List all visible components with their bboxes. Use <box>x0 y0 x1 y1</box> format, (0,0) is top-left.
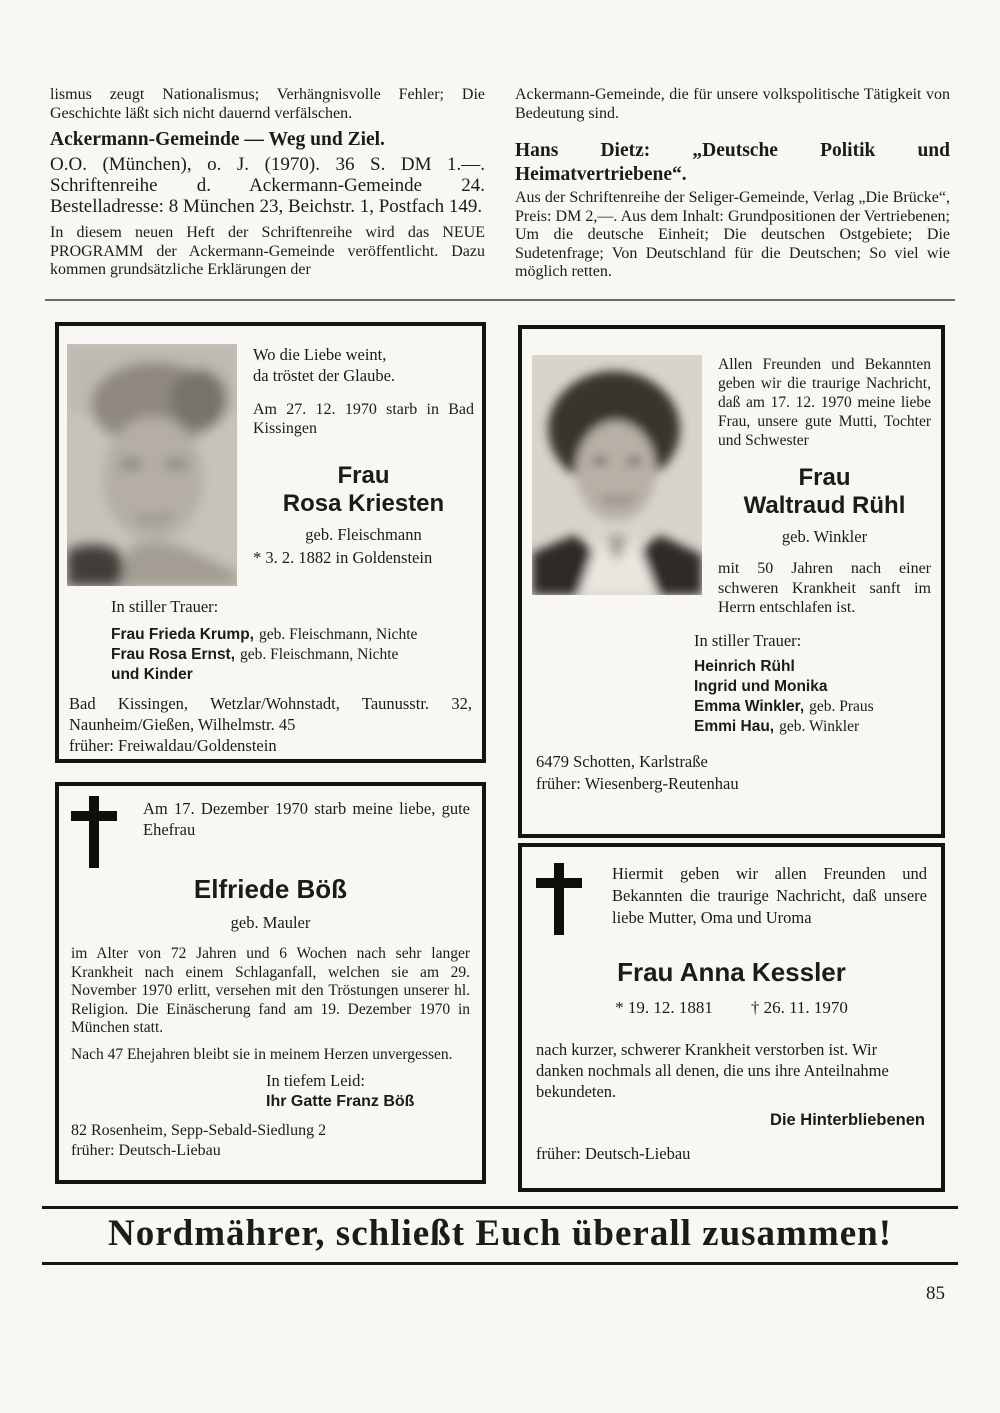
kessler-death-date: † 26. 11. 1970 <box>750 998 848 1017</box>
boess-maiden-name: geb. Mauler <box>230 913 311 932</box>
ruehl-mourning-section <box>532 630 931 737</box>
kriesten-intro: Am 27. 12. 1970 starb in Bad Kissingen <box>253 401 474 437</box>
mourner-name: Emmi Hau, <box>694 717 775 735</box>
kriesten-mourning-section <box>67 596 474 685</box>
right-body-text: Aus der Schriftenreihe der Seliger-Gemeinde, Verlag „Die Brücke“, Preis: DM 2,—. Aus dem Inhalt: Grundpositionen der Vertriebenen; Um die deutsche Einheit; Die deutschen Ostgebiete; Die Sudetenfrage; Von Deutschland für die Deutschen; So viel wie möglich retten. <box>515 189 950 280</box>
mourner-detail: geb. Praus <box>809 697 874 715</box>
portrait-photo-rosa-kriesten <box>67 344 237 586</box>
mourner-detail: geb. Winkler <box>779 717 860 735</box>
ruehl-maiden-name: geb. Winkler <box>781 527 868 546</box>
kessler-dates <box>536 997 927 1019</box>
left-body-text: In diesem neuen Heft der Schriftenreihe wird das NEUE PROGRAMM der Ackermann-Gemeinde veröffentlicht. Dazu kommen grundsätzliche Erklärungen der <box>50 224 485 278</box>
banner-rule-bottom <box>42 1262 958 1265</box>
mourner-line <box>111 665 474 685</box>
mourner-line <box>694 677 931 697</box>
section-divider-rule <box>45 299 955 301</box>
boess-death-details: im Alter von 72 Jahren und 6 Wochen nach sehr langer Krankheit nach einem Schlaganfall, welchen sie am 29. November 1970 erlitt, versehen mit den Tröstungen unserer hl. Religion. Die Einäscherung fand am 19. Dezember 1970 in München statt. <box>71 945 470 1036</box>
right-heading: Hans Dietz: „Deutsche Politik und Heimatvertriebene“. <box>515 140 950 185</box>
boess-former-residence: früher: Deutsch-Liebau <box>71 1142 221 1159</box>
kriesten-birth-info: * 3. 2. 1882 in Goldenstein <box>253 548 433 567</box>
ruehl-title: Frau <box>798 464 851 491</box>
portrait-photo-waltraud-ruehl <box>532 355 702 618</box>
mourner-name: Frau Frieda Krump, <box>111 626 254 643</box>
kriesten-text-column <box>253 344 474 586</box>
kriesten-former-residence: früher: Freiwaldau/Goldenstein <box>69 736 277 755</box>
cross-icon <box>71 796 117 868</box>
ruehl-deceased-name: Waltraud Rühl <box>743 492 906 519</box>
boess-remembrance: Nach 47 Ehejahren bleibt sie in meinem Herzen unvergessen. <box>71 1045 453 1063</box>
right-intro-text: Ackermann-Gemeinde, die für unsere volkspolitische Tätigkeit von Bedeutung sind. <box>515 86 950 122</box>
mourner-line <box>694 657 931 677</box>
boess-mourner: Ihr Gatte Franz Böß <box>266 1093 415 1110</box>
ruehl-intro: Allen Freunden und Bekannten geben wir die traurige Nachricht, daß am 17. 12. 1970 meine liebe Frau, unsere gute Mutti, Tochter und Schwester <box>718 356 931 449</box>
boess-intro: Am 17. Dezember 1970 starb meine liebe, gute Ehefrau <box>143 799 470 839</box>
kessler-deceased-name: Frau Anna Kessler <box>617 957 846 987</box>
left-intro-text: lismus zeugt Nationalismus; Verhängnisvolle Fehler; Die Geschichte läßt sich nicht dauernd verfälschen. <box>50 86 485 122</box>
obituary-anna-kessler <box>518 843 945 1192</box>
ruehl-photo-row <box>532 355 931 618</box>
top-left-column <box>50 86 485 282</box>
cross-icon <box>536 863 582 935</box>
kriesten-quote-line1: Wo die Liebe weint, <box>253 345 387 364</box>
mourner-name: und Kinder <box>111 666 193 683</box>
kessler-birth-date: * 19. 12. 1881 <box>615 998 713 1017</box>
kriesten-quote-line2: da tröstet der Glaube. <box>253 366 396 385</box>
mourner-name: Emma Winkler, <box>694 697 805 715</box>
page-number: 85 <box>926 1283 945 1304</box>
banner-rule-top <box>42 1206 958 1209</box>
top-right-column <box>515 86 950 282</box>
mourner-line <box>694 717 931 737</box>
kriesten-title: Frau <box>337 462 390 489</box>
kriesten-mourners-list <box>111 625 474 685</box>
ruehl-mourning-label: In stiller Trauer: <box>694 630 802 650</box>
obituary-waltraud-ruehl <box>518 325 945 838</box>
kriesten-deceased-name: Rosa Kriesten <box>282 490 445 517</box>
mourner-line <box>111 645 474 665</box>
ruehl-address: 6479 Schotten, Karlstraße <box>536 751 708 771</box>
kessler-former-residence: früher: Deutsch-Liebau <box>536 1144 691 1163</box>
kessler-death-details: nach kurzer, schwerer Krankheit verstorben ist. Wir danken nochmals all denen, die uns ihre Anteilnahme bekundeten. <box>536 1040 889 1101</box>
left-publication-details: O.O. (München), o. J. (1970). 36 S. DM 1.—. Schriftenreihe d. Ackermann-Gemeinde 24. Bestelladresse: 8 München 23, Beichstr. 1, Postfach 149. <box>50 154 485 217</box>
ruehl-former-residence: früher: Wiesenberg-Reutenhau <box>536 773 739 793</box>
ruehl-text-column <box>718 355 931 618</box>
banner-slogan: Nordmährer, schließt Euch überall zusammen! <box>107 1213 893 1254</box>
ruehl-death-info: mit 50 Jahren nach einer schweren Krankheit sanft im Herrn entschlafen ist. <box>718 560 931 616</box>
mourner-detail: geb. Fleischmann, Nichte <box>240 646 399 663</box>
ruehl-mourners-list <box>694 657 931 737</box>
mourner-name: Ingrid und Monika <box>694 677 828 695</box>
left-heading: Ackermann-Gemeinde — Weg und Ziel. <box>50 129 385 150</box>
kriesten-mourning-label: In stiller Trauer: <box>111 597 219 616</box>
boess-grief-label: In tiefem Leid: <box>266 1071 365 1090</box>
obituary-rosa-kriesten <box>55 322 486 763</box>
top-text-columns <box>50 86 950 282</box>
mourner-name: Frau Rosa Ernst, <box>111 646 236 663</box>
mourner-name: Heinrich Rühl <box>694 657 795 675</box>
mourner-line <box>694 697 931 717</box>
kriesten-photo-row <box>67 344 474 586</box>
mourner-line <box>111 625 474 645</box>
mourner-detail: geb. Fleischmann, Nichte <box>258 626 418 643</box>
kriesten-address-block <box>67 693 474 756</box>
obituary-elfriede-boess <box>55 782 486 1184</box>
kessler-header-row <box>536 863 927 935</box>
boess-header-row <box>71 796 470 868</box>
boess-deceased-name: Elfriede Böß <box>193 874 348 904</box>
kessler-intro: Hiermit geben wir allen Freunden und Bekannten die traurige Nachricht, daß unsere liebe Mutter, Oma und Uroma <box>612 864 927 927</box>
kriesten-maiden-name: geb. Fleischmann <box>305 525 422 544</box>
kessler-mourners: Die Hinterbliebenen <box>770 1111 925 1129</box>
kriesten-address: Bad Kissingen, Wetzlar/Wohnstadt, Taunusstr. 32, Naunheim/Gießen, Wilhelmstr. 45 <box>69 694 472 734</box>
boess-address: 82 Rosenheim, Sepp-Sebald-Siedlung 2 <box>71 1122 327 1139</box>
boess-address-block <box>71 1121 470 1161</box>
ruehl-address-block <box>532 751 931 795</box>
